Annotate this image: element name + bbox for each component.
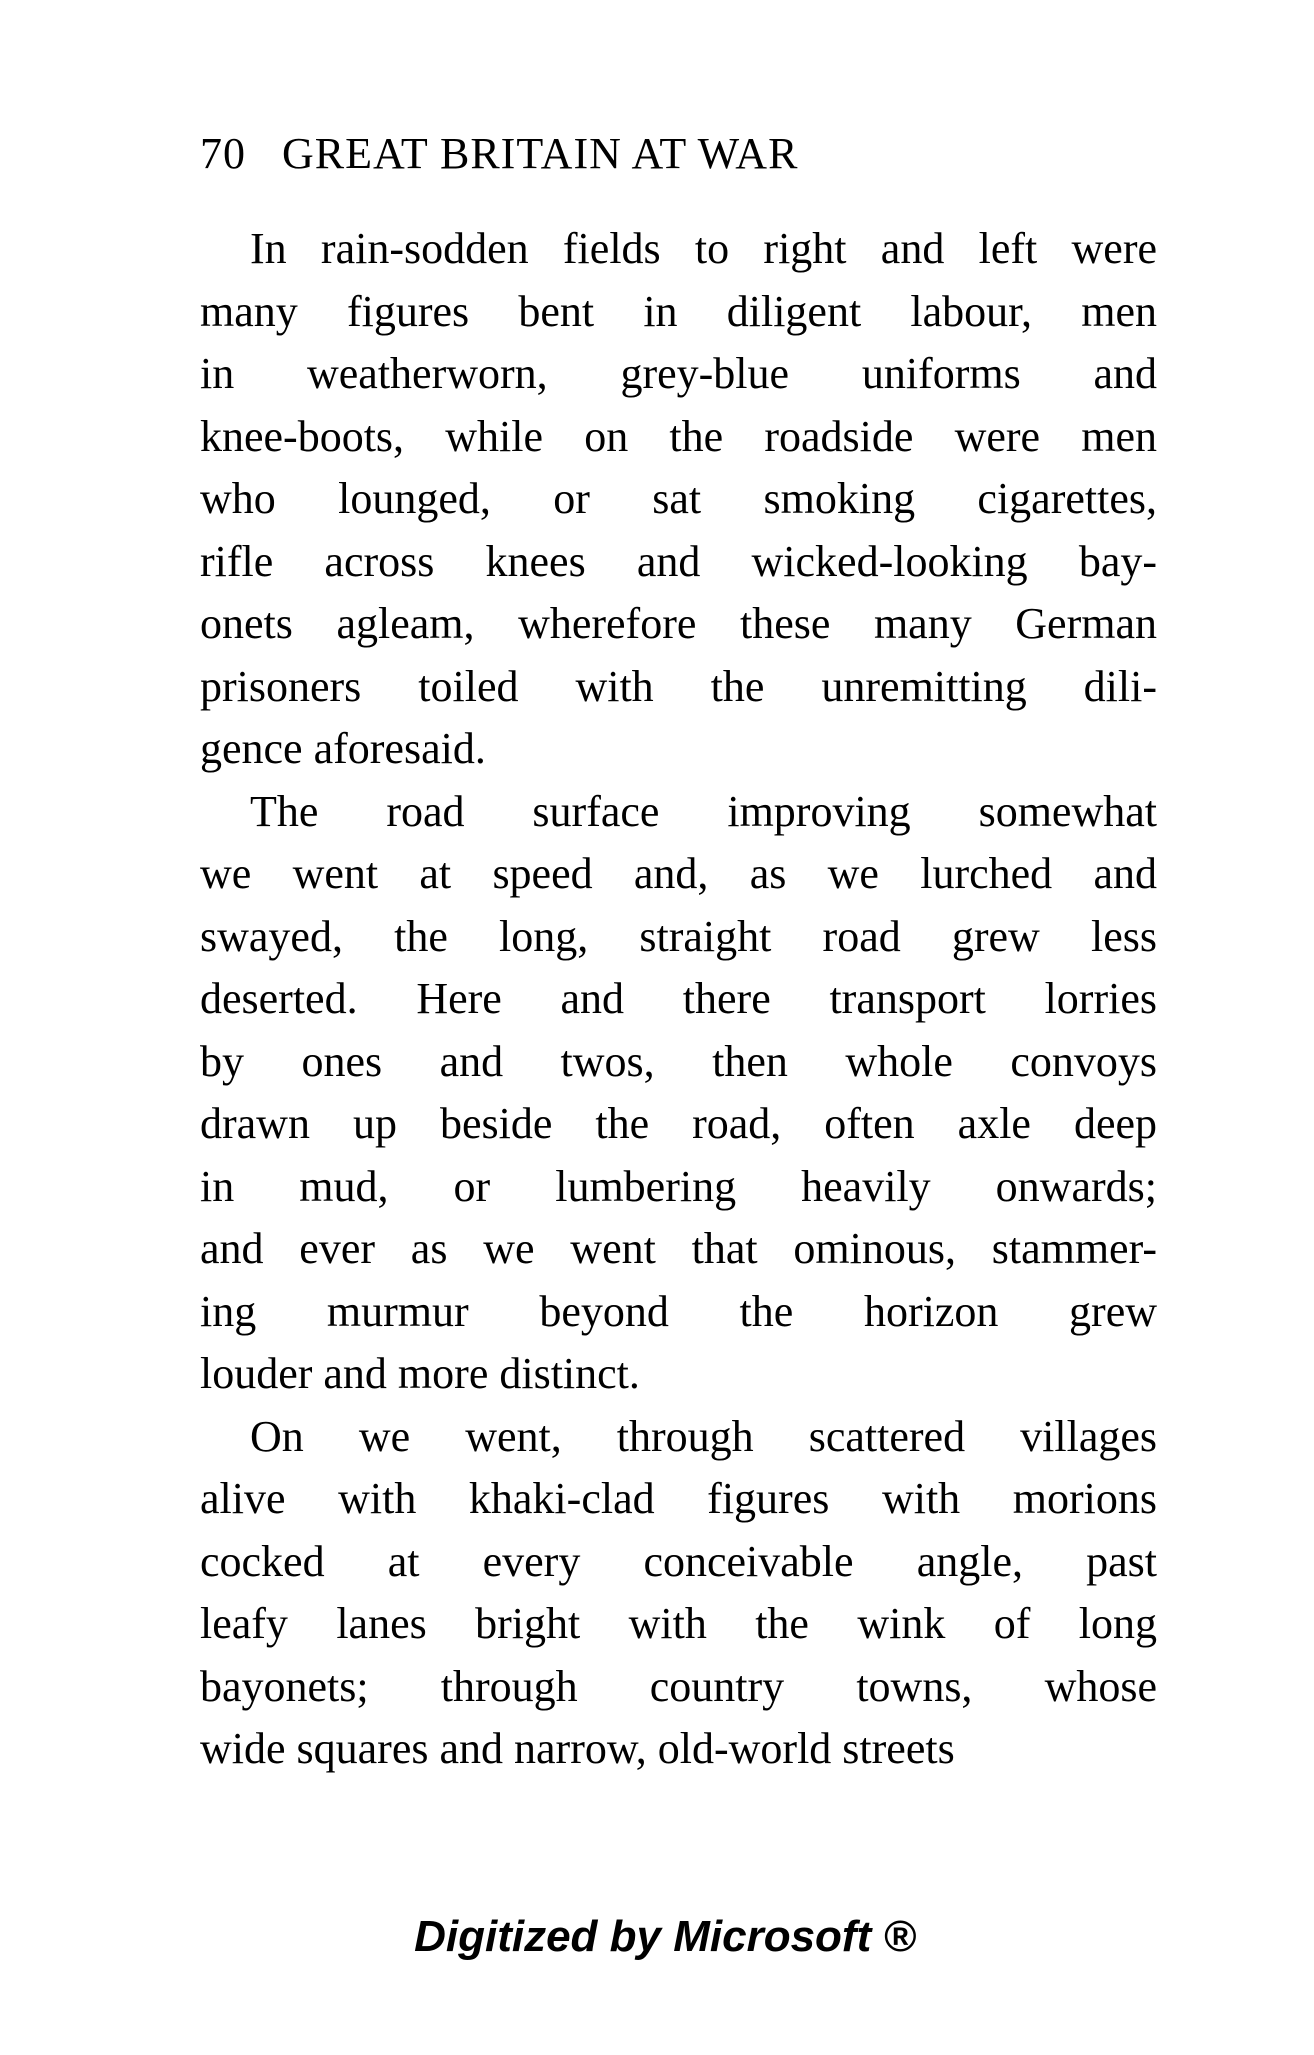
text-line: we went at speed and, as we lurched and [200, 849, 1157, 898]
text-line: louder and more distinct. [200, 1349, 640, 1398]
text-line: prisoners toiled with the unremitting dili- [200, 661, 1157, 711]
text-line: by ones and twos, then whole convoys [200, 1036, 1157, 1086]
text-line: cocked at every conceivable angle, past [200, 1536, 1157, 1586]
text-line: swayed, the long, straight road grew less [200, 911, 1157, 961]
text-line: many figures bent in diligent labour, men [200, 286, 1157, 336]
text-line: In rain-sodden fields to right and left were [250, 224, 1157, 273]
text-line: The road surface improving somewhat [250, 786, 1157, 836]
text-line: On we went, through scattered villages [250, 1411, 1157, 1461]
paragraph [200, 218, 1157, 781]
text-line: onets agleam, wherefore these many German [200, 599, 1157, 648]
page-body [200, 218, 1157, 1781]
text-line: drawn up beside the road, often axle deep [200, 1099, 1157, 1148]
text-line: gence aforesaid. [200, 724, 486, 773]
text-line: leafy lanes bright with the wink of long [200, 1599, 1157, 1648]
text-line: wide squares and narrow, old-world streets [200, 1724, 955, 1773]
running-header [200, 128, 1020, 179]
text-line: in weatherworn, grey-blue uniforms and [200, 349, 1157, 398]
text-line: bayonets; through country towns, whose [200, 1661, 1157, 1711]
paragraph [200, 781, 1157, 1406]
digitization-watermark: Digitized by Microsoft ® [414, 1912, 916, 1961]
text-line: who lounged, or sat smoking cigarettes, [200, 474, 1157, 523]
text-line: knee-boots, while on the roadside were men [200, 411, 1157, 461]
text-line: rifle across knees and wicked-looking bay- [200, 536, 1157, 586]
text-line: alive with khaki-clad figures with morions [200, 1474, 1157, 1523]
text-line: in mud, or lumbering heavily onwards; [200, 1161, 1157, 1211]
page-number: 70 [200, 129, 246, 178]
paragraph [200, 1406, 1157, 1781]
text-line: ing murmur beyond the horizon grew [200, 1286, 1157, 1336]
running-title: GREAT BRITAIN AT WAR [282, 129, 799, 178]
text-line: and ever as we went that ominous, stammer- [200, 1224, 1157, 1273]
text-line: deserted. Here and there transport lorries [200, 974, 1157, 1023]
